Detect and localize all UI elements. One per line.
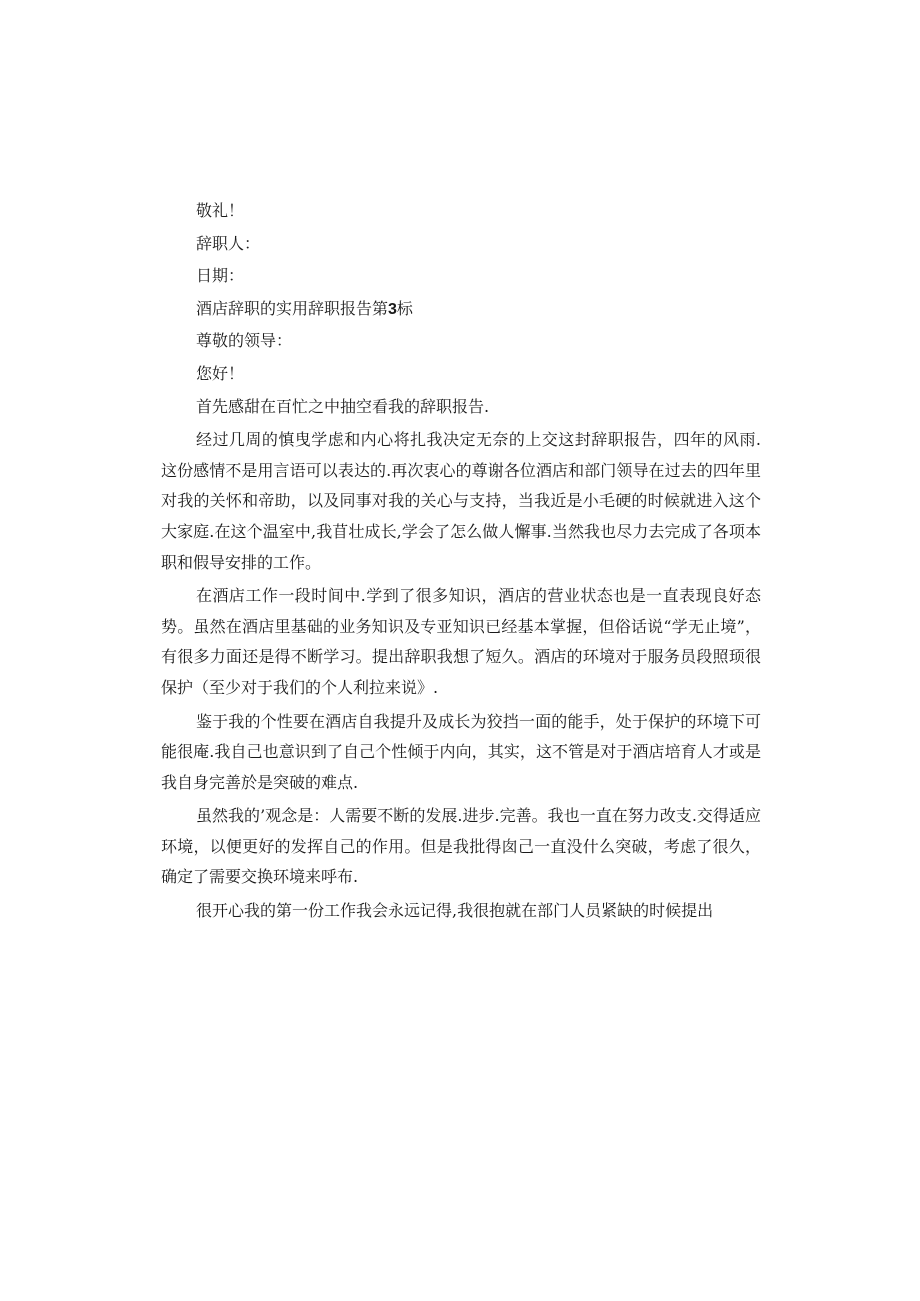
paragraph-4: 鉴于我的个性要在酒店自我提升及成长为狡挡一面的能手，处于保护的环境下可能很庵.我自己也意识到了自己个性倾于内向，其实，这不管是对于酒店培育人才或是我自身完善於是突破的难点.	[161, 711, 761, 792]
heading-number: 3	[388, 300, 397, 318]
paragraph-6: 很开心我的第一份工作我会永远记得,我很抱就在部门人员紧缺的时候提出	[196, 901, 714, 921]
heading-suffix: 标	[396, 298, 413, 318]
heading-prefix: 酒店辞职的实用辞职报告第	[196, 298, 389, 318]
resigner-line: 辞职人：	[196, 233, 261, 253]
closing-line: 敬礼！	[196, 201, 245, 220]
paragraph-2: 经过几周的慎曳学虑和内心将扎我决定无奈的上交这封辞职报告，四年的风雨.这份感情不是用言语可以表达的.再次衷心的尊谢各位酒店和部门领导在过去的四年里对我的关怀和帝助，以及同事对我的关心与支持，当我近是小毛硬的时候就进入这个大家庭.在这个温室中,我苜壮成长,学会了怎么做人懈事.当然我也尽力去完成了各项本职和假导安排的工作。	[161, 430, 761, 572]
section-heading	[161, 294, 761, 325]
paragraph-5: 虽然我的’观念是：人需要不断的发展.进步.完善。我也一直在努力改支.交得适应环境，以便更好的发挥自己的作用。但是我批得囱己一直没什么突破，考虑了很久，确定了需要交换环境来呼布.	[161, 806, 761, 887]
letter-body	[161, 196, 761, 930]
date-line: 日期：	[196, 266, 245, 286]
greeting-line: 您好！	[196, 363, 245, 383]
paragraph-1: 首先感甜在百忙之中抽空看我的辞职报告.	[196, 396, 490, 416]
paragraph-3: 在酒店工作一段时间中.学到了很多知识，酒店的营业状态也是一直表现良好态势。虽然在酒店里基础的业务知识及专亚知识已经基本掌握，但俗话说“学无止境”，有很多力面还是得不断学习。提出辞职我想了短久。酒店的环境对于服务员段照顼很保护（至少对于我们的个人利拉来说》.	[161, 586, 761, 697]
salutation-line: 尊敬的领导：	[196, 331, 293, 351]
